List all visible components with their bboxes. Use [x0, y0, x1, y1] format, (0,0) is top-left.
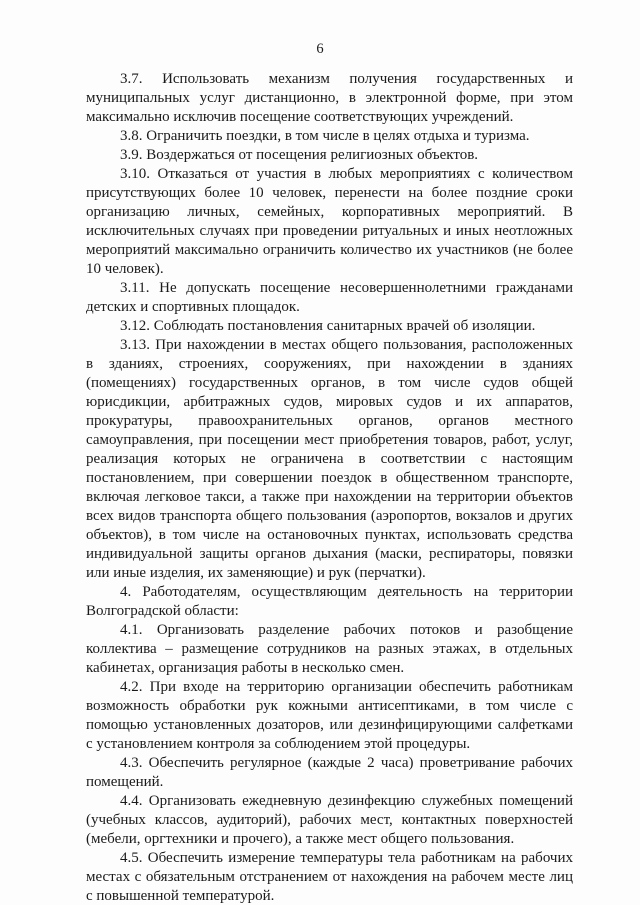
paragraph-4-2: 4.2. При входе на территорию организации обеспечить работникам возможность обработки рук кожными антисептиками, в том числе с помощью установленных дозаторов, или дезинфицирующими салфетками с установлением контроля за соблюдением этой процедуры.	[86, 679, 573, 752]
paragraph-3-8: 3.8. Ограничить поездки, в том числе в целях отдыха и туризма.	[120, 128, 530, 144]
paragraph-4-3: 4.3. Обеспечить регулярное (каждые 2 часа) проветривание рабочих помещений.	[86, 755, 573, 790]
paragraph-3-9: 3.9. Воздержаться от посещения религиозных объектов.	[120, 147, 479, 163]
paragraph-4-5: 4.5. Обеспечить измерение температуры тела работникам на рабочих местах с обязательным отстранением от нахождения на рабочем месте лиц с повышенной температурой.	[86, 850, 573, 904]
paragraph-4-1: 4.1. Организовать разделение рабочих потоков и разобщение коллектива – размещение сотрудников на разных этажах, в отдельных кабинетах, организация работы в несколько смен.	[86, 622, 573, 676]
paragraph-3-13: 3.13. При нахождении в местах общего пользования, расположенных в зданиях, строениях, сооружениях, при нахождении в зданиях (помещениях) государственных органов, в том числе судов общей юрисдикции, арбитражных судов, мировых судов и их аппаратов, прокуратуры, правоохранительных органов, органов местного самоуправления, при посещении мест приобретения товаров, работ, услуг, реализация которых не ограничена в соответствии с настоящим постановлением, при совершении поездок в общественном транспорте, включая легковое такси, а также при нахождении на территории объектов всех видов транспорта общего пользования (аэропортов, вокзалов и других объектов), в том числе на остановочных пунктах, использовать средства индивидуальной защиты органов дыхания (маски, респираторы, повязки или иные изделия, их заменяющие) и рук (перчатки).	[86, 337, 573, 581]
paragraph-3-12: 3.12. Соблюдать постановления санитарных врачей об изоляции.	[120, 318, 536, 334]
paragraph-4: 4. Работодателям, осуществляющим деятельность на территории Волгоградской области:	[86, 584, 573, 619]
paragraph-3-11: 3.11. Не допускать посещение несовершеннолетними гражданами детских и спортивных площадок.	[86, 280, 573, 315]
paragraph-3-10: 3.10. Отказаться от участия в любых мероприятиях с количеством присутствующих более 10 человек, перенести на более поздние сроки организацию личных, семейных, корпоративных мероприятий. В исключительных случаях при проведении ритуальных и иных неотложных мероприятий максимально ограничить количество их участников (не более 10 человек).	[86, 166, 573, 277]
paragraph-4-4: 4.4. Организовать ежедневную дезинфекцию служебных помещений (учебных классов, аудиторий), рабочих мест, контактных поверхностей (мебели, оргтехники и прочего), а также мест общего пользования.	[86, 793, 573, 847]
page-number: 6	[316, 41, 324, 57]
document-body	[86, 70, 573, 906]
paragraph-3-7: 3.7. Использовать механизм получения государственных и муниципальных услуг дистанционно, в электронной форме, при этом максимально исключив посещение соответствующих учреждений.	[86, 71, 573, 125]
